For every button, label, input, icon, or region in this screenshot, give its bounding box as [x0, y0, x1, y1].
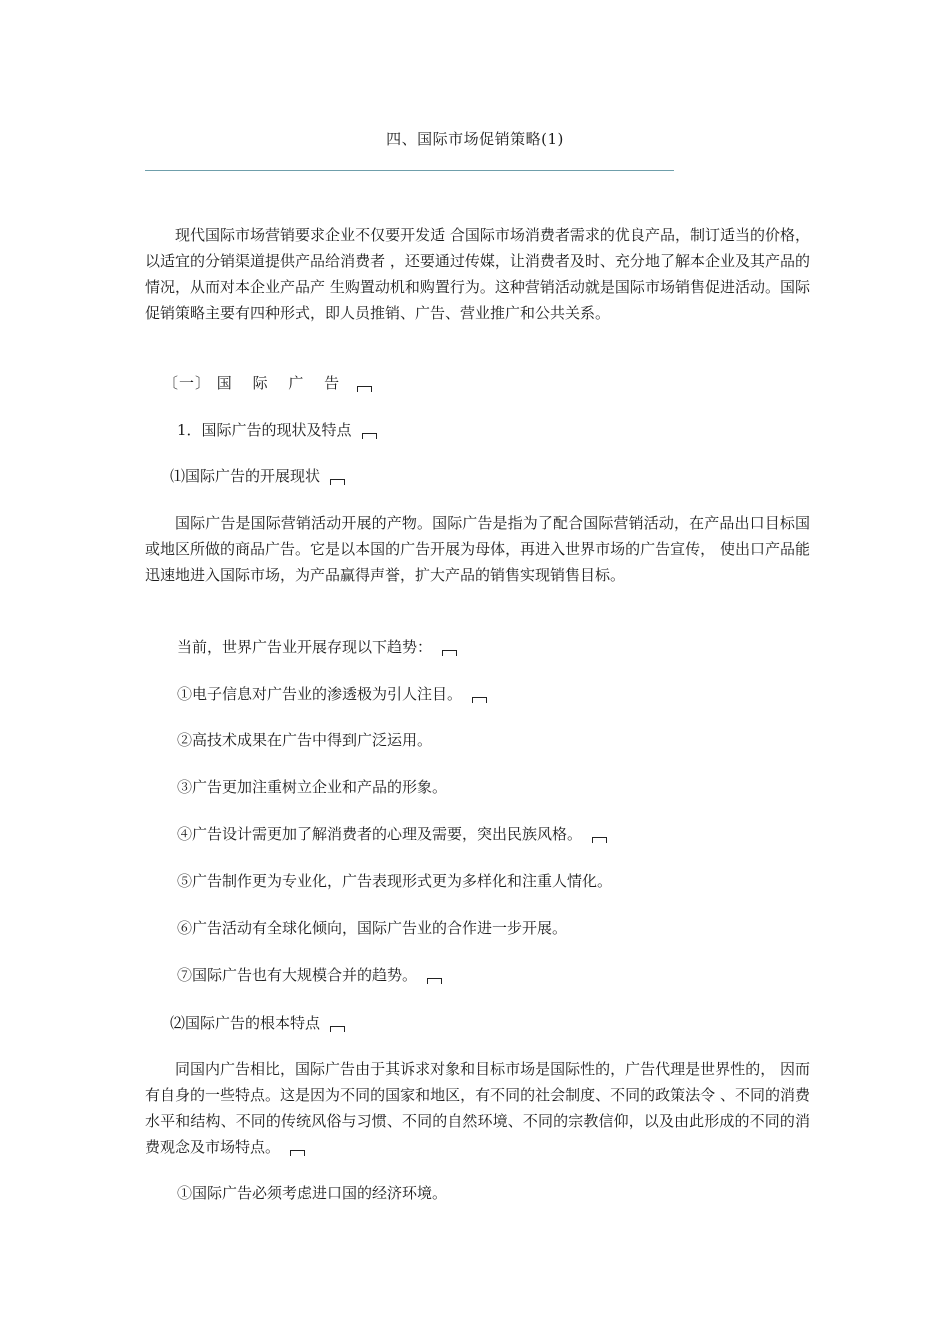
trends-intro: 当前，世界广告业开展存现以下趋势： [177, 634, 817, 660]
format-mark-icon [472, 697, 487, 703]
format-mark-icon [442, 650, 457, 656]
format-mark-icon [362, 433, 377, 439]
trend-item: ④广告设计需更加了解消费者的心理及需要，突出民族风格。 [177, 821, 817, 847]
format-mark-icon [290, 1150, 305, 1156]
section-number: 〔一〕 [163, 374, 212, 392]
part-heading-characteristics: ⑵国际广告的根本特点 [170, 1010, 835, 1036]
subsection-heading: 1．国际广告的现状及特点 [177, 417, 842, 443]
format-mark-icon [330, 1026, 345, 1032]
trend-item: ①电子信息对广告业的渗透极为引人注目。 [177, 681, 817, 707]
intro-paragraph: 现代国际市场营销要求企业不仅要开发适 合国际市场消费者需求的优良产品，制订适当的价格，以适宜的分销渠道提供产品给消费者 ，还要通过传媒，让消费者及时、充分地了解本企业及其产品的情况，从而对本企业产品产 生购置动机和购置行为。这种营销活动就是国际市场销售促进活动。国际促销策略主要有四种形式，即人员推销、广告、营业推广和公共关系。 [145, 226, 810, 322]
format-mark-icon [357, 386, 372, 392]
title-divider [145, 170, 674, 171]
format-mark-icon [330, 479, 345, 485]
format-mark-icon [427, 978, 442, 984]
document-title: 四、国际市场促销策略(1) [386, 130, 564, 148]
trend-item: ⑦国际广告也有大规模合并的趋势。 [177, 962, 817, 988]
characteristics-paragraph: 同国内广告相比，国际广告由于其诉求对象和目标市场是国际性的，广告代理是世界性的， 因而有自身的一些特点。这是因为不同的国家和地区，有不同的社会制度、不同的政策法令 、不同的消费水平和结构、不同的传统风俗与习惯、不同的自然环境、不同的宗教信仰，以及由此形成的不同的消费观念及市场特点。 [145, 1060, 810, 1156]
status-paragraph: 国际广告是国际营销活动开展的产物。国际广告是指为了配合国际营销活动，在产品出口目标国或地区所做的商品广告。它是以本国的广告开展为母体，再进入世界市场的广告宣传， 使出口产品能迅速地进入国际市场，为产品赢得声誉，扩大产品的销售实现销售目标。 [145, 514, 810, 584]
format-mark-icon [592, 837, 607, 843]
section-heading-international-advertising [163, 370, 828, 396]
part-heading-status: ⑴国际广告的开展现状 [170, 463, 835, 489]
trend-item: ②高技术成果在广告中得到广泛运用。 [177, 731, 433, 749]
section-title: 国 际 广 告 [216, 374, 348, 392]
trend-item: ⑤广告制作更为专业化，广告表现形式更为多样化和注重人情化。 [177, 872, 613, 890]
trend-item: ③广告更加注重树立企业和产品的形象。 [177, 778, 448, 796]
trend-item: ⑥广告活动有全球化倾向，国际广告业的合作进一步开展。 [177, 919, 568, 937]
characteristic-item: ①国际广告必须考虑进口国的经济环境。 [177, 1184, 448, 1202]
